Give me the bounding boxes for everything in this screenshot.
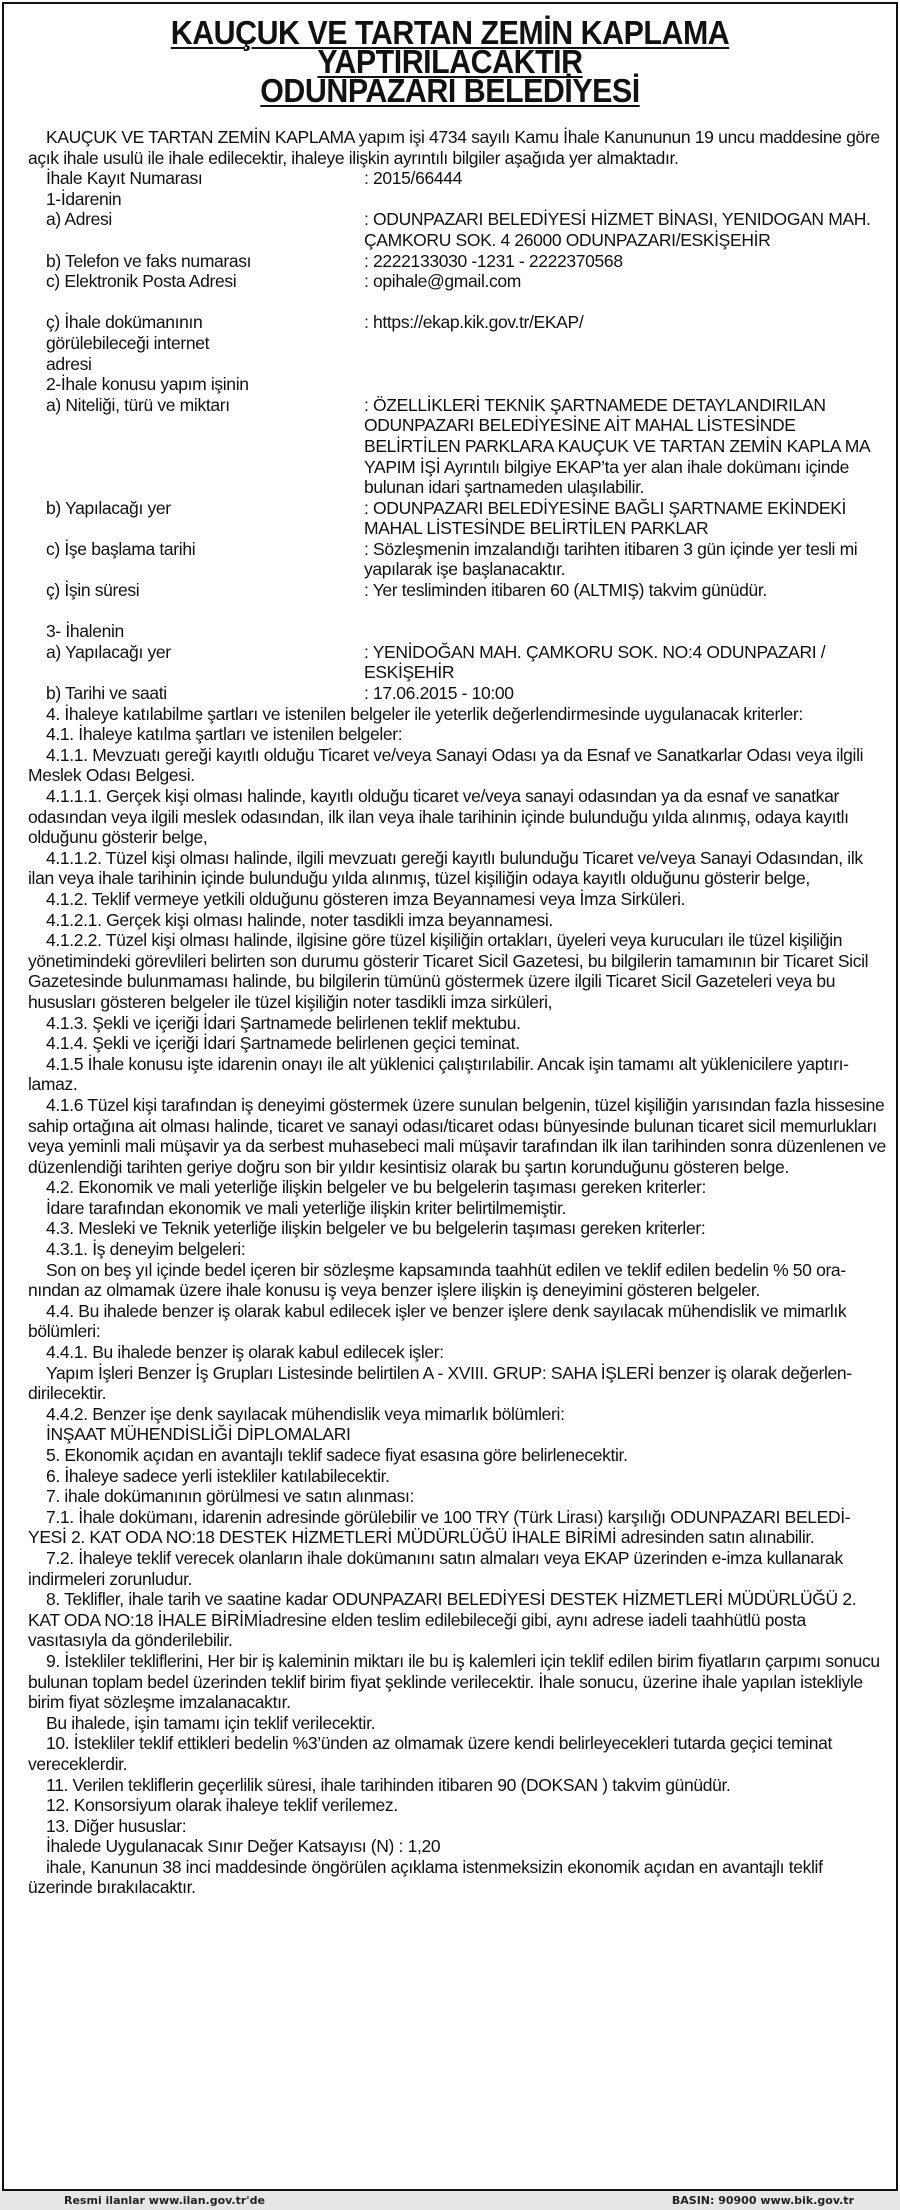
condition-paragraph: 7.2. İhaleye teklif verecek olanların ihale dokümanını satın almaları veya EKAP üzerinden e-imza kullanarak indirmeleri zorunludur.	[28, 1547, 843, 1589]
ihale-yer-label: a) Yapılacağı yer	[46, 641, 171, 662]
idare-eposta-label: c) Elektronik Posta Adresi	[46, 271, 237, 292]
condition-paragraph: 4.1.2.1. Gerçek kişi olması halinde, noter tasdikli imza beyannamesi.	[46, 909, 553, 930]
ihale-yer-row	[28, 642, 888, 683]
ihale-tarih-label: b) Tarihi ve saati	[46, 683, 167, 704]
condition-paragraph: 4.1.4. Şekli ve içeriği İdari Şartnamede belirlenen geçici teminat.	[46, 1033, 520, 1054]
konu-baslama-label: c) İşe başlama tarihi	[46, 538, 196, 559]
idare-eposta-value: : opihale@gmail.com	[364, 271, 522, 292]
condition-paragraph: Yapım İşleri Benzer İş Grupları Listesinde belirtilen A - XVIII. GRUP: SAHA İŞLERİ benzer iş olarak değerlen- dirilecektir.	[28, 1362, 852, 1404]
idare-internet-row	[28, 312, 888, 374]
condition-paragraph: 12. Konsorsiyum olarak ihaleye teklif verilemez.	[46, 1795, 398, 1816]
kayit-label: İhale Kayıt Numarası	[46, 168, 203, 189]
condition-paragraph: 4.4. Bu ihalede benzer iş olarak kabul edilecek işler ve benzer işlere denk sayılacak mühendislik ve mimarlık bölümleri:	[28, 1300, 847, 1342]
condition-paragraph: 13. Diğer hususlar:	[46, 1815, 187, 1836]
konu-sure-label: ç) İşin süresi	[46, 580, 140, 601]
condition-paragraph: 5. Ekonomik açıdan en avantajlı teklif sadece fiyat esasına göre belirlenecektir.	[46, 1445, 628, 1465]
condition-paragraph: 8. Teklifler, ihale tarih ve saatine kadar ODUNPAZARI BELEDİYESİ DESTEK HİZMETLERİ MÜDÜRLÜĞÜ 2. KAT ODA NO:18 İHALE BİRİMİadresine elden teslim edilebileceği gibi, aynı adrese iadeli taahhütlü posta vasıtasıyla da gönderilebilir.	[28, 1589, 857, 1651]
ihale-tarih-row	[28, 683, 888, 704]
condition-paragraph: 10. İstekliler teklif ettikleri bedelin %3’ünden az olmamak üzere kendi belirleyecekleri tutarda geçici teminat vereceklerdir.	[28, 1733, 833, 1774]
konu-sure-value: : Yer tesliminden itibaren 60 (ALTMIŞ) takvim günüdür.	[364, 580, 767, 601]
konu-nitelik-row	[28, 395, 888, 498]
condition-paragraph: 4.1.5 İhale konusu işte idarenin onayı ile alt yüklenici çalıştırılabilir. Ancak işin tamamı alt yüklenicilere yaptırı- lamaz.	[28, 1053, 849, 1095]
spacer	[28, 292, 888, 313]
konu-baslama-row	[28, 539, 888, 580]
idare-adres-row	[28, 209, 888, 250]
idare-adres-value: : ODUNPAZARI BELEDİYESİ HİZMET BİNASI, YENIDOGAN MAH. ÇAMKORU SOK. 4 26000 ODUNPAZARI/ESKİŞEHİR	[364, 209, 871, 250]
intro-paragraph: KAUÇUK VE TARTAN ZEMİN KAPLAMA yapım işi 4734 sayılı Kamu İhale Kanununun 19 uncu maddesine göre açık ihale usulü ile ihale edilecektir, ihaleye ilişkin ayrıntılı bilgiler aşağıda yer almaktadır.	[28, 127, 880, 168]
condition-paragraph: 4.1.2.2. Tüzel kişi olması halinde, ilgisine göre tüzel kişiliğin ortakları, üyeleri veya kurucuları ile tüzel kişiliğin yönetimindeki görevlileri belirten son durumu gösterir Ticaret Sicil Gazetesi, bu bilgilerin tamamının bir Ticaret Sicil Gazetesinde bulunmaması halinde, bu bilgilerin tümünü göstermek üzere ilgili Ticaret Sicil Gazeteleri veya bu hususları gösteren belgeler ile tüzel kişiliğin noter tasdikli imza sirküleri,	[28, 930, 869, 1012]
kayit-row	[28, 168, 888, 189]
konu-yer-value: : ODUNPAZARI BELEDİYESİNE BAĞLI ŞARTNAME EKİNDEKİ MAHAL LİSTESİNDE BELİRTİLEN PARKLAR	[364, 497, 847, 539]
idare-eposta-row	[28, 271, 888, 292]
condition-paragraph: 4.1.2. Teklif vermeye yetkili olduğunu gösteren imza Beyannamesi veya İmza Sirküleri.	[46, 888, 686, 909]
idare-adres-label: a) Adresi	[46, 209, 112, 230]
footer-right-text: BASIN: 90900 www.bik.gov.tr	[671, 2194, 854, 2207]
idare-telefon-value: : 2222133030 -1231 - 2222370568	[364, 250, 623, 271]
condition-paragraph: 7. ihale dokümanının görülmesi ve satın alınması:	[46, 1486, 415, 1507]
condition-paragraph: 4.1.3. Şekli ve içeriği İdari Şartnamede belirlenen teklif mektubu.	[46, 1012, 521, 1033]
idare-internet-value: : https://ekap.kik.gov.tr/EKAP/	[364, 312, 584, 333]
condition-paragraph: 4.3.1. İş deneyim belgeleri:	[46, 1239, 246, 1260]
kayit-value: : 2015/66444	[364, 168, 462, 189]
konu-yer-label: b) Yapılacağı yer	[46, 497, 171, 518]
konu-heading: 2-İhale konusu yapım işinin	[46, 374, 249, 395]
footer-bar	[0, 2191, 900, 2210]
announcement-body	[28, 127, 888, 1898]
ihale-yer-value: : YENİDOĞAN MAH. ÇAMKORU SOK. NO:4 ODUNPAZARI / ESKİŞEHİR	[364, 641, 826, 683]
konu-nitelik-label: a) Niteliği, türü ve miktarı	[46, 394, 230, 415]
condition-paragraph: 4.4.2. Benzer işe denk sayılacak mühendislik veya mimarlık bölümleri:	[46, 1403, 565, 1424]
idare-internet-label: ç) İhale dokümanının görülebileceği internet adresi	[46, 312, 210, 374]
idare-telefon-label: b) Telefon ve faks numarası	[46, 250, 252, 271]
konu-yer-row	[28, 498, 888, 539]
condition-paragraph: İhalede Uygulanacak Sınır Değer Katsayısı (N) : 1,20	[46, 1836, 441, 1857]
konu-baslama-value: : Sözleşmenin imzalandığı tarihten itibaren 3 gün içinde yer tesli mi yapılarak işe başlanacaktır.	[364, 538, 858, 580]
condition-paragraph: ihale, Kanunun 38 inci maddesinde öngörülen açıklama istenmeksizin ekonomik açıdan en avantajlı teklif üzerinde bırakılacaktır.	[28, 1856, 823, 1898]
condition-paragraph: 4.2. Ekonomik ve mali yeterliğe ilişkin belgeler ve bu belgelerin taşıması gereken kriterler:	[46, 1177, 706, 1198]
ihale-tarih-value: : 17.06.2015 - 10:00	[364, 683, 514, 704]
title-line-2: YAPTIRILACAKTIR	[317, 43, 583, 80]
title-line-3: ODUNPAZARI BELEDİYESİ	[260, 72, 640, 109]
idare-heading: 1-İdarenin	[46, 188, 122, 209]
condition-paragraph: 9. İstekliler tekliflerini, Her bir iş kaleminin miktarı ile bu iş kalemleri için teklif edilen birim fiyatların çarpımı sonucu bulunan toplam bedel üzerinden teklif birim fiyat şeklinde verilecektir. İhale sonucu, üzerine ihale yapılan istekliyle birim fiyat sözleşme imzalanacaktır.	[28, 1650, 880, 1713]
condition-paragraph: İdare tarafından ekonomik ve mali yeterliğe ilişkin kriter belirtilmemiştir.	[46, 1197, 566, 1218]
condition-paragraph: 4.1. İhaleye katılma şartları ve istenilen belgeler:	[46, 724, 403, 745]
condition-paragraph: 4.1.1.1. Gerçek kişi olması halinde, kayıtlı olduğu ticaret ve/veya sanayi odasından ya da esnaf ve sanatkar odasından veya ilgili meslek odasından, ilk ilan veya ihale tarihinin içinde bulunduğu yılda alınmış, odaya kayıtlı olduğunu gösterir belge,	[28, 786, 849, 848]
konu-sure-row	[28, 580, 888, 601]
condition-paragraph: 4. İhaleye katılabilme şartları ve istenilen belgeler ile yeterlik değerlendirmesinde uygulanacak kriterler:	[46, 703, 803, 724]
condition-paragraph: Bu ihalede, işin tamamı için teklif verilecektir.	[46, 1712, 376, 1733]
ihale-heading: 3- İhalenin	[46, 621, 124, 642]
condition-paragraph: 7.1. İhale dokümanı, idarenin adresinde görülebilir ve 100 TRY (Türk Lirası) karşılığı ODUNPAZARI BELEDİ- YESİ 2. KAT ODA NO:18 DESTEK HİZMETLERİ MÜDÜRLÜĞÜ İHALE BİRİMİ adresinden satın alınabilir.	[28, 1506, 851, 1548]
idare-telefon-row	[28, 251, 888, 272]
spacer	[28, 601, 888, 622]
footer-left-text: Resmi ilanlar www.ilan.gov.tr'de	[64, 2194, 265, 2207]
announcement-title	[40, 14, 861, 109]
condition-paragraph: 4.1.1. Mevzuatı gereği kayıtlı olduğu Ticaret ve/veya Sanayi Odası ya da Esnaf ve Sanatkarlar Odası veya ilgili Meslek Odası Belgesi.	[28, 744, 864, 786]
title-line-1: KAUÇUK VE TARTAN ZEMİN KAPLAMA	[170, 14, 730, 51]
condition-paragraph: 4.1.6 Tüzel kişi tarafından iş deneyimi göstermek üzere sunulan belgenin, tüzel kişiliğin yarısından fazla hissesine sahip ortağına ait olması halinde, ticaret ve sanayi odası/ticaret odası bünyesinde bulunan ticaret sicil memurlukları veya yeminli mali müşavir ya da serbest muhasebeci mali müşavir tarafından ilk ilan tarihinden sonra düzenlenen ve düzenlendiği tarihten geriye doğru son bir yıldır kesintisiz olarak bu şartın korunduğunu gösteren belge.	[28, 1094, 886, 1177]
condition-paragraph: 4.1.1.2. Tüzel kişi olması halinde, ilgili mevzuatı gereği kayıtlı bulunduğu Ticaret ve/veya Sanayi Odasından, ilk ilan veya ihale tarihinin içinde bulunduğu yılda alınmış, tüzel kişiliğin odaya kayıtlı olduğunu gösterir belge,	[28, 847, 863, 889]
condition-paragraph: İNŞAAT MÜHENDİSLİĞİ DİPLOMALARI	[46, 1424, 351, 1445]
konu-nitelik-value: : ÖZELLİKLERİ TEKNİK ŞARTNAMEDE DETAYLANDIRILAN ODUNPAZARI BELEDİYESİNE AİT MAHAL LİSTESİNDE BELİRTİLEN PARKLARA KAUÇUK VE TARTAN ZEMİN KAPLA MA YAPIM İŞİ Ayrıntılı bilgiye EKAP’ta yer alan ihale dokümanı içinde bulunan idari şartnameden ulaşılabilir.	[364, 394, 870, 498]
condition-paragraph: 11. Verilen tekliflerin geçerlilik süresi, ihale tarihinden itibaren 90 (DOKSAN ) takvim günüdür.	[46, 1774, 731, 1795]
condition-paragraph: Son on beş yıl içinde bedel içeren bir sözleşme kapsamında taahhüt edilen ve teklif edilen bedelin % 50 ora- nından az olmamak üzere ihale konusu iş veya benzer işlere ilişkin iş deneyimini gösteren belgeler.	[28, 1259, 846, 1301]
condition-paragraph: 4.3. Mesleki ve Teknik yeterliğe ilişkin belgeler ve bu belgelerin taşıması gereken kriterler:	[46, 1218, 706, 1239]
condition-paragraph: 6. İhaleye sadece yerli istekliler katılabilecektir.	[46, 1465, 390, 1486]
condition-paragraph: 4.4.1. Bu ihalede benzer iş olarak kabul edilecek işler:	[46, 1342, 444, 1363]
conditions-list	[28, 704, 888, 1898]
